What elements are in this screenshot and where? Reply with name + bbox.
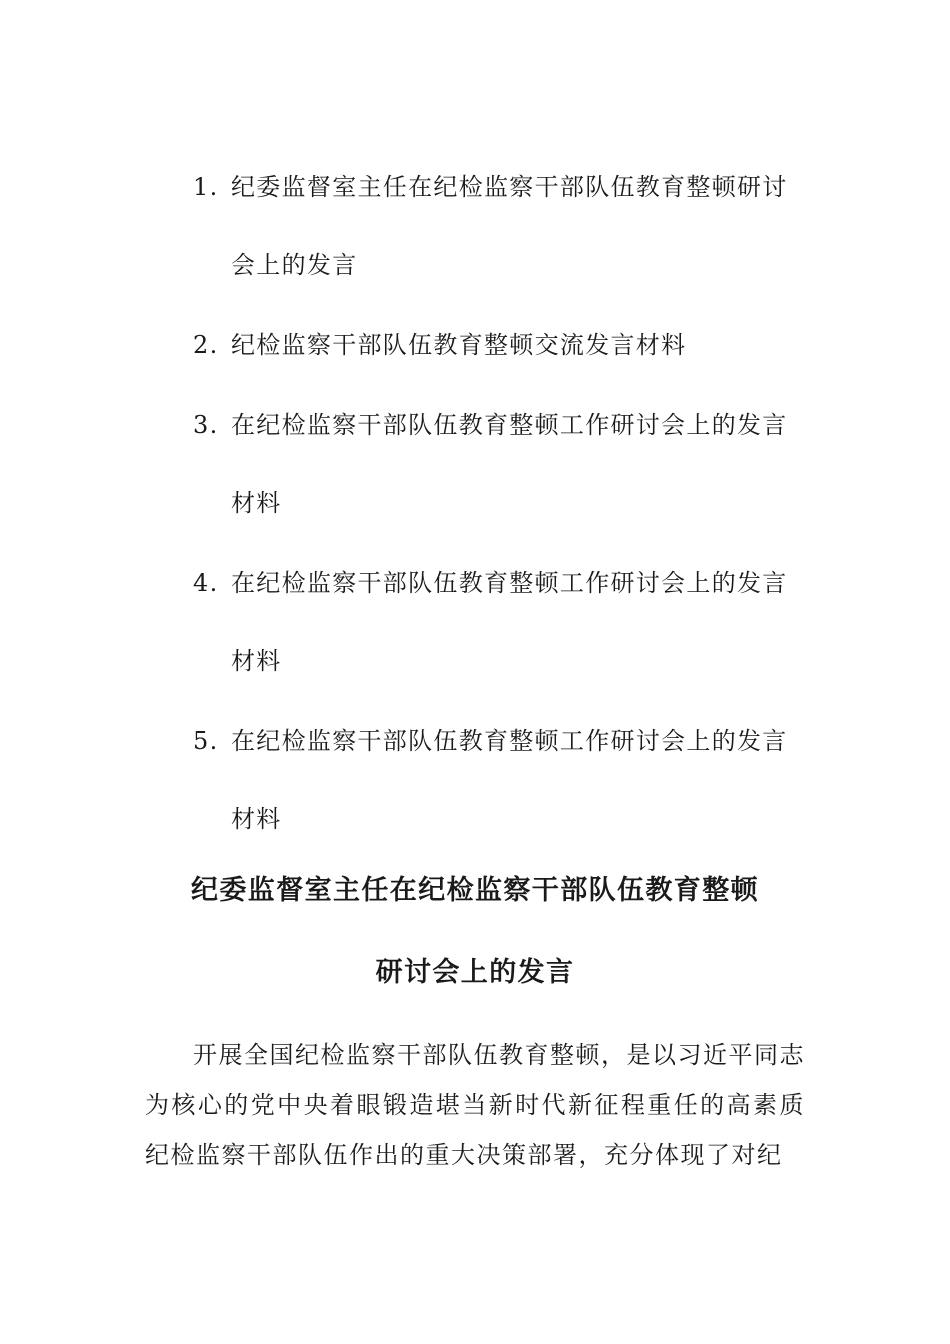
toc-item-text: 纪委监督室主任在纪检监察干部队伍教育整顿研讨会上的发言 (231, 173, 788, 279)
toc-item-4[interactable] (193, 544, 803, 700)
toc-item-5[interactable] (193, 702, 803, 858)
table-of-contents (193, 148, 803, 860)
toc-item-1[interactable] (193, 148, 803, 304)
toc-item-text: 在纪检监察干部队伍教育整顿工作研讨会上的发言材料 (231, 569, 788, 675)
toc-item-number: 2. (193, 331, 219, 359)
toc-item-text: 在纪检监察干部队伍教育整顿工作研讨会上的发言材料 (231, 411, 788, 517)
toc-item-number: 3. (193, 411, 219, 439)
toc-item-text: 纪检监察干部队伍教育整顿交流发言材料 (231, 331, 687, 359)
article-title-line-2: 研讨会上的发言 (375, 957, 575, 988)
toc-item-3[interactable] (193, 386, 803, 542)
toc-item-number: 1. (193, 173, 219, 201)
toc-item-2[interactable] (193, 306, 803, 384)
toc-item-number: 5. (193, 727, 219, 755)
toc-item-text: 在纪检监察干部队伍教育整顿工作研讨会上的发言材料 (231, 727, 788, 833)
article-title-line-1: 纪委监督室主任在纪检监察干部队伍教育整顿 (191, 875, 759, 906)
article-paragraph: 开展全国纪检监察干部队伍教育整顿，是以习近平同志为核心的党中央着眼锻造堪当新时代新征程重任的高素质纪检监察干部队伍作出的重大决策部署，充分体现了对纪 (145, 1041, 805, 1169)
article-title (140, 850, 810, 1014)
toc-item-number: 4. (193, 569, 219, 597)
